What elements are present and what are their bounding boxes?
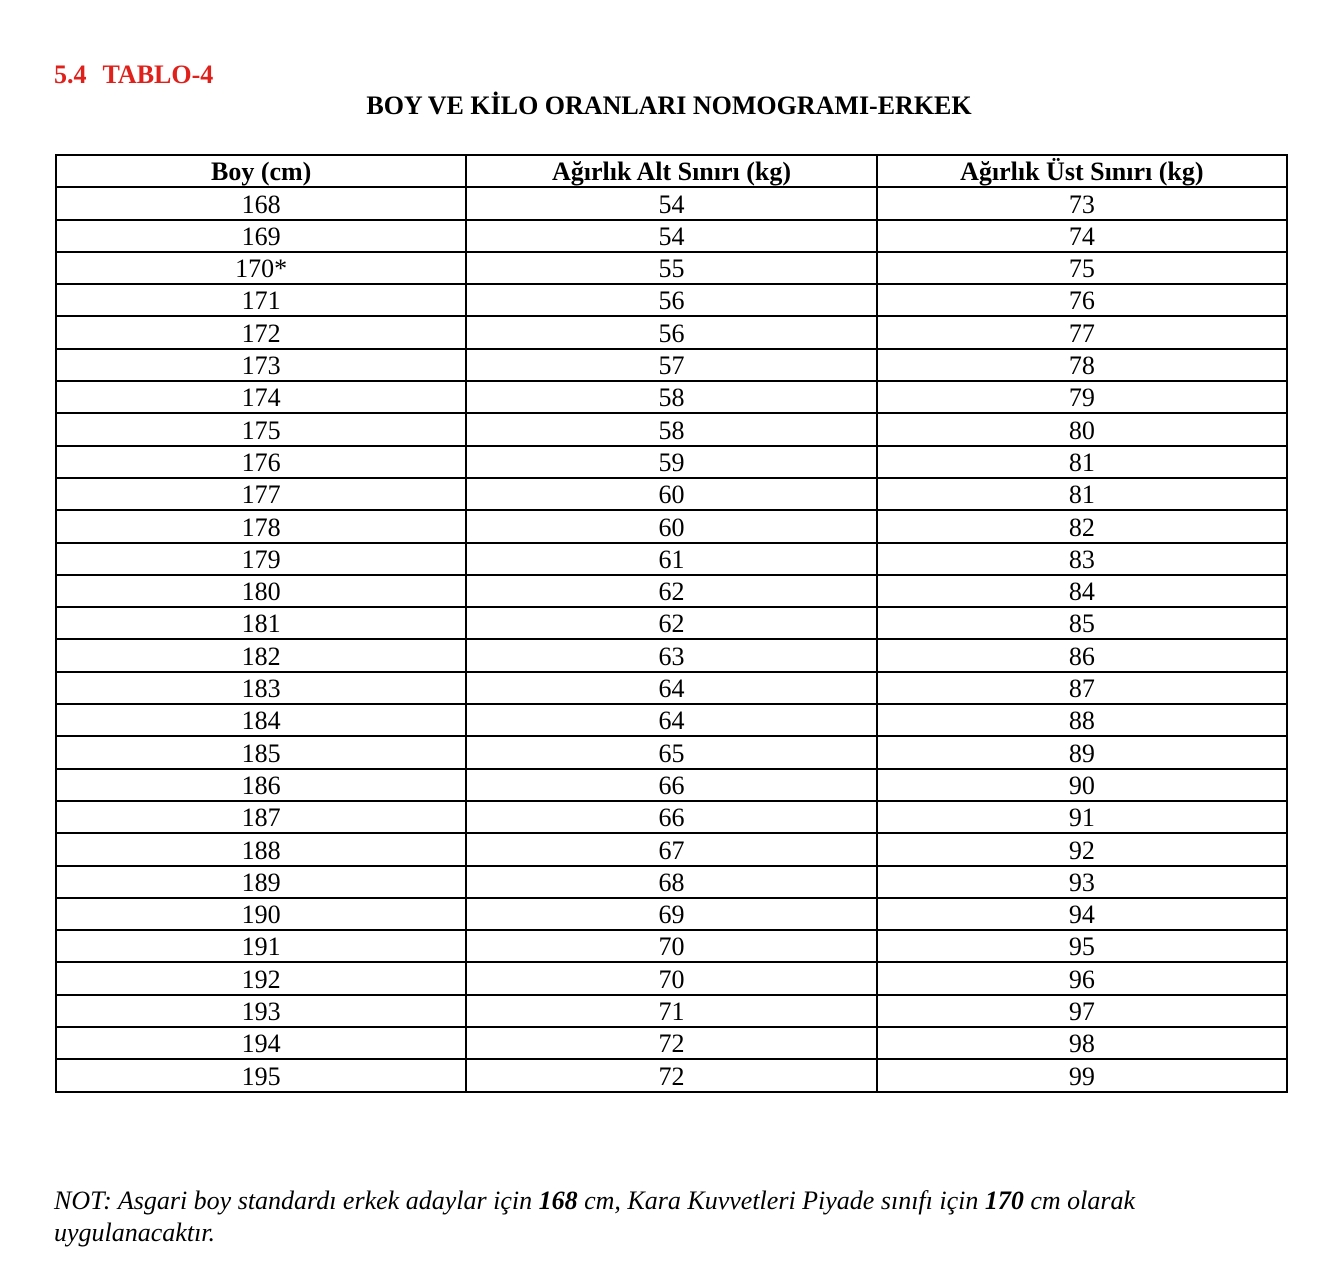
cell-weight-min: 65 — [466, 736, 876, 768]
cell-weight-max: 85 — [877, 607, 1287, 639]
table-row — [56, 833, 1287, 865]
table-row — [56, 543, 1287, 575]
cell-height: 175 — [56, 413, 466, 445]
table-row — [56, 575, 1287, 607]
cell-weight-min: 71 — [466, 995, 876, 1027]
table-row — [56, 1059, 1287, 1091]
cell-weight-min: 56 — [466, 316, 876, 348]
cell-weight-max: 74 — [877, 220, 1287, 252]
table-row — [56, 381, 1287, 413]
cell-height: 188 — [56, 833, 466, 865]
cell-height: 187 — [56, 801, 466, 833]
cell-height: 192 — [56, 962, 466, 994]
cell-weight-min: 58 — [466, 413, 876, 445]
section-label — [54, 58, 213, 92]
cell-weight-min: 72 — [466, 1027, 876, 1059]
cell-weight-max: 93 — [877, 866, 1287, 898]
cell-height: 184 — [56, 704, 466, 736]
cell-weight-min: 54 — [466, 220, 876, 252]
table-row — [56, 349, 1287, 381]
cell-weight-max: 97 — [877, 995, 1287, 1027]
footnote-text-2: cm, Kara Kuvvetleri Piyade sınıfı için — [577, 1186, 985, 1215]
cell-weight-min: 66 — [466, 801, 876, 833]
cell-weight-min: 55 — [466, 252, 876, 284]
table-row — [56, 995, 1287, 1027]
footnote-text-3: cm olarak uygulanacaktır. — [54, 1186, 1136, 1247]
nomogram-table-container — [55, 154, 1288, 1093]
cell-weight-min: 63 — [466, 639, 876, 671]
cell-height: 177 — [56, 478, 466, 510]
nomogram-table — [55, 154, 1288, 1093]
cell-height: 172 — [56, 316, 466, 348]
table-row — [56, 639, 1287, 671]
cell-weight-min: 69 — [466, 898, 876, 930]
cell-weight-max: 84 — [877, 575, 1287, 607]
cell-height: 178 — [56, 510, 466, 542]
cell-weight-max: 96 — [877, 962, 1287, 994]
cell-height: 168 — [56, 187, 466, 219]
cell-weight-min: 72 — [466, 1059, 876, 1091]
cell-weight-min: 60 — [466, 510, 876, 542]
cell-weight-min: 61 — [466, 543, 876, 575]
table-row — [56, 316, 1287, 348]
table-row — [56, 510, 1287, 542]
cell-weight-min: 67 — [466, 833, 876, 865]
table-row — [56, 1027, 1287, 1059]
cell-weight-max: 87 — [877, 672, 1287, 704]
cell-weight-max: 77 — [877, 316, 1287, 348]
table-row — [56, 930, 1287, 962]
cell-height: 171 — [56, 284, 466, 316]
cell-height: 169 — [56, 220, 466, 252]
footnote-text-1: NOT: Asgari boy standardı erkek adaylar için — [54, 1186, 539, 1215]
footnote-min-height: 168 — [538, 1186, 578, 1215]
cell-height: 183 — [56, 672, 466, 704]
cell-weight-min: 66 — [466, 769, 876, 801]
table-row — [56, 413, 1287, 445]
cell-height: 176 — [56, 446, 466, 478]
table-body — [56, 187, 1287, 1091]
cell-weight-max: 89 — [877, 736, 1287, 768]
table-row — [56, 736, 1287, 768]
cell-weight-min: 62 — [466, 575, 876, 607]
cell-weight-min: 56 — [466, 284, 876, 316]
cell-weight-min: 70 — [466, 962, 876, 994]
cell-weight-max: 82 — [877, 510, 1287, 542]
cell-weight-max: 75 — [877, 252, 1287, 284]
cell-height: 186 — [56, 769, 466, 801]
section-name: TABLO-4 — [102, 60, 214, 89]
table-row — [56, 769, 1287, 801]
cell-height: 193 — [56, 995, 466, 1027]
cell-weight-max: 99 — [877, 1059, 1287, 1091]
cell-height: 180 — [56, 575, 466, 607]
cell-height: 195 — [56, 1059, 466, 1091]
cell-weight-min: 64 — [466, 672, 876, 704]
table-row — [56, 220, 1287, 252]
cell-height: 181 — [56, 607, 466, 639]
cell-height: 194 — [56, 1027, 466, 1059]
footnote — [54, 1185, 1284, 1249]
cell-weight-min: 58 — [466, 381, 876, 413]
column-header-weight-min: Ağırlık Alt Sınırı (kg) — [466, 155, 876, 187]
table-row — [56, 252, 1287, 284]
cell-weight-min: 59 — [466, 446, 876, 478]
cell-weight-max: 76 — [877, 284, 1287, 316]
cell-height: 170* — [56, 252, 466, 284]
cell-weight-min: 70 — [466, 930, 876, 962]
table-row — [56, 962, 1287, 994]
table-row — [56, 704, 1287, 736]
cell-weight-max: 83 — [877, 543, 1287, 575]
table-row — [56, 446, 1287, 478]
table-row — [56, 801, 1287, 833]
cell-weight-min: 54 — [466, 187, 876, 219]
cell-weight-max: 86 — [877, 639, 1287, 671]
cell-weight-max: 88 — [877, 704, 1287, 736]
cell-height: 185 — [56, 736, 466, 768]
cell-weight-min: 60 — [466, 478, 876, 510]
cell-weight-max: 81 — [877, 478, 1287, 510]
cell-height: 174 — [56, 381, 466, 413]
cell-height: 189 — [56, 866, 466, 898]
cell-weight-max: 91 — [877, 801, 1287, 833]
section-number: 5.4 — [54, 60, 87, 89]
cell-weight-max: 94 — [877, 898, 1287, 930]
column-header-height: Boy (cm) — [56, 155, 466, 187]
table-row — [56, 866, 1287, 898]
cell-height: 190 — [56, 898, 466, 930]
page-title: BOY VE KİLO ORANLARI NOMOGRAMI-ERKEK — [366, 91, 972, 120]
table-row — [56, 672, 1287, 704]
cell-weight-min: 64 — [466, 704, 876, 736]
cell-weight-min: 57 — [466, 349, 876, 381]
cell-height: 182 — [56, 639, 466, 671]
cell-weight-max: 95 — [877, 930, 1287, 962]
cell-weight-max: 81 — [877, 446, 1287, 478]
cell-weight-max: 98 — [877, 1027, 1287, 1059]
cell-weight-min: 68 — [466, 866, 876, 898]
cell-height: 179 — [56, 543, 466, 575]
table-row — [56, 284, 1287, 316]
table-row — [56, 187, 1287, 219]
table-row — [56, 898, 1287, 930]
cell-weight-max: 73 — [877, 187, 1287, 219]
cell-weight-max: 80 — [877, 413, 1287, 445]
table-row — [56, 607, 1287, 639]
footnote-infantry-height: 170 — [984, 1186, 1024, 1215]
cell-height: 191 — [56, 930, 466, 962]
column-header-weight-max: Ağırlık Üst Sınırı (kg) — [877, 155, 1287, 187]
cell-height: 173 — [56, 349, 466, 381]
cell-weight-max: 92 — [877, 833, 1287, 865]
cell-weight-max: 78 — [877, 349, 1287, 381]
table-row — [56, 478, 1287, 510]
cell-weight-max: 90 — [877, 769, 1287, 801]
cell-weight-max: 79 — [877, 381, 1287, 413]
cell-weight-min: 62 — [466, 607, 876, 639]
table-header-row — [56, 155, 1287, 187]
